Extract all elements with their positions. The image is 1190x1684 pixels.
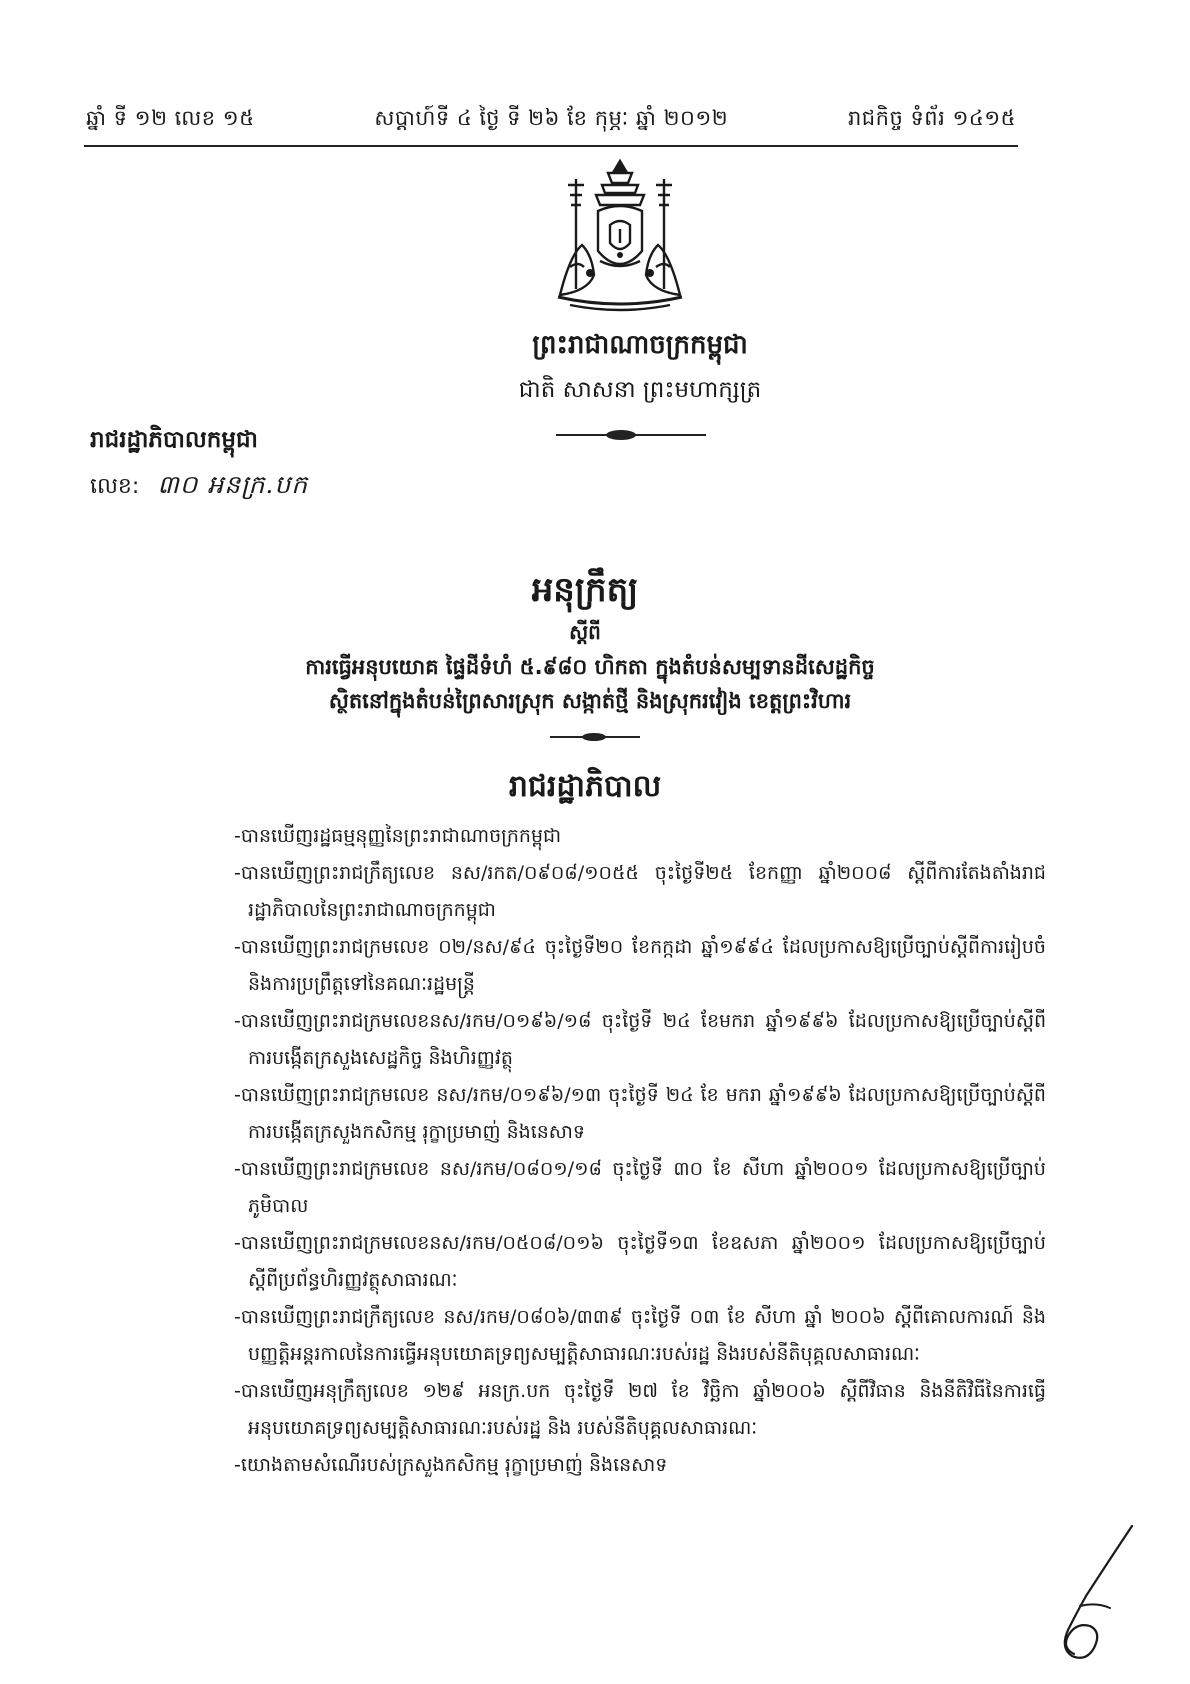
issue-date: សប្តាហ៍ទី ៤ ថ្ងៃ ទី ២៦ ខែ កុម្ភៈ ឆ្នាំ ២០១២ <box>374 106 729 130</box>
recital-item: -បានឃើញព្រះរាជក្រមលេខ នស/រកម/០៨០១/១៨ ចុះថ្ងៃទី ៣០ ខែ សីហា ឆ្នាំ២០០១ ដែលប្រកាសឱ្យប្រើច្បាប់ភូមិបាល <box>234 1158 1046 1217</box>
handwritten-signature-icon <box>1040 1520 1150 1660</box>
recital-item: -បានឃើញអនុក្រឹត្យលេខ ១២៩ អនក្រ.បក ចុះថ្ងៃទី ២៧ ខែ វិច្ឆិកា ឆ្នាំ២០០៦ ស្តីពីវិធាន និងនីតិវិធីនៃការធ្វើអនុបយោគទ្រព្យសម្បត្តិសាធារណៈរបស់រដ្ឋ និង របស់នីតិបុគ្គលសាធារណៈ <box>234 1380 1046 1439</box>
title-ornament-divider <box>550 730 640 744</box>
issuer-heading: រាជរដ្ឋាភិបាល <box>508 769 662 804</box>
header-divider <box>84 145 1018 147</box>
subject-line-1: ការធ្វើអនុបយោគ ផ្ទៃដីទំហំ ៥.៩៨០ ហិកតា ក្នុងតំបន់សម្បទានដីសេដ្ឋកិច្ច <box>305 655 875 679</box>
page-number: រាជកិច្ច ទំព័រ ១៤១៥ <box>847 106 1016 130</box>
recital-item: -បានឃើញព្រះរាជក្រមលេខ ០២/នស/៩៤ ចុះថ្ងៃទី២០ ខែកក្កដា ឆ្នាំ១៩៩៤ ដែលប្រកាសឱ្យប្រើច្បាប់ស្តីពីការរៀបចំ និងការប្រព្រឹត្តទៅនៃគណៈរដ្ឋមន្ត្រី <box>234 936 1046 995</box>
recital-item: -បានឃើញព្រះរាជក្រមលេខនស/រកម/០៥០៨/០១៦ ចុះថ្ងៃទី១៣ ខែឧសភា ឆ្នាំ២០០១ ដែលប្រកាសឱ្យប្រើច្បាប់ស្តីពីប្រព័ន្ធហិរញ្ញវត្ថុសាធារណៈ <box>234 1232 1046 1291</box>
document-number <box>90 470 308 506</box>
document-number-label: លេខ: <box>90 474 140 499</box>
recital-item: -បានឃើញរដ្ឋធម្មនុញ្ញនៃព្រះរាជាណាចក្រកម្ពុជា <box>234 825 562 847</box>
kingdom-name: ព្រះរាជាណាចក្រកម្ពុជា <box>532 330 748 360</box>
subject-line-2: ស្ថិតនៅក្នុងតំបន់ព្រៃសារស្រុក សង្កាត់ថ្មី និងស្រុករវៀង ខេត្តព្រះវិហារ <box>328 689 852 713</box>
national-motto: ជាតិ សាសនា ព្រះមហាក្សត្រ <box>518 377 762 403</box>
issue-number: ឆ្នាំ ទី ១២ លេខ ១៥ <box>86 106 255 130</box>
motto-ornament-divider <box>556 428 706 442</box>
recitals-list <box>234 818 1046 1484</box>
recital-item: -បានឃើញព្រះរាជក្រមលេខ នស/រកម/០១៩៦/១៣ ចុះថ្ងៃទី ២៤ ខែ មករា ឆ្នាំ១៩៩៦ ដែលប្រកាសឱ្យប្រើច្បាប់ស្តីពីការបង្កើតក្រសួងកសិកម្ម រុក្ខាប្រមាញ់ និងនេសាទ <box>234 1084 1046 1143</box>
recital-item: -បានឃើញព្រះរាជក្រឹត្យលេខ នស/រកត/០៩០៨/១០៥៥ ចុះថ្ងៃទី២៥ ខែកញ្ញា ឆ្នាំ២០០៨ ស្តីពីការតែងតាំងរាជរដ្ឋាភិបាលនៃព្រះរាជាណាចក្រកម្ពុជា <box>234 862 1046 921</box>
gazette-header <box>86 96 1016 136</box>
royal-coat-of-arms-icon <box>540 155 700 315</box>
recital-item: -យោងតាមសំណើរបស់ក្រសួងកសិកម្ម រុក្ខាប្រមាញ់ និងនេសាទ <box>234 1454 668 1476</box>
document-type-title: អនុក្រឹត្យ <box>531 570 639 610</box>
issuing-government: រាជរដ្ឋាភិបាលកម្ពុជា <box>90 427 258 453</box>
about-label: ស្តីពី <box>569 620 601 644</box>
recital-item: -បានឃើញព្រះរាជក្រមលេខនស/រកម/០១៩៦/១៨ ចុះថ្ងៃទី ២៤ ខែមករា ឆ្នាំ១៩៩៦ ដែលប្រកាសឱ្យប្រើច្បាប់ស្តីពីការបង្កើតក្រសួងសេដ្ឋកិច្ច និងហិរញ្ញវត្ថុ <box>234 1010 1046 1069</box>
document-number-value: ៣០ អនក្រ.បក <box>157 470 309 499</box>
recital-item: -បានឃើញព្រះរាជក្រឹត្យលេខ នស/រកម/០៨០៦/៣៣៩ ចុះថ្ងៃទី ០៣ ខែ សីហា ឆ្នាំ ២០០៦ ស្តីពីគោលការណ៍ និងបញ្ញត្តិអន្តរកាលនៃការធ្វើអនុបយោគទ្រព្យសម្បត្តិសាធារណៈរបស់រដ្ឋ និងរបស់នីតិបុគ្គលសាធារណៈ <box>234 1306 1046 1365</box>
